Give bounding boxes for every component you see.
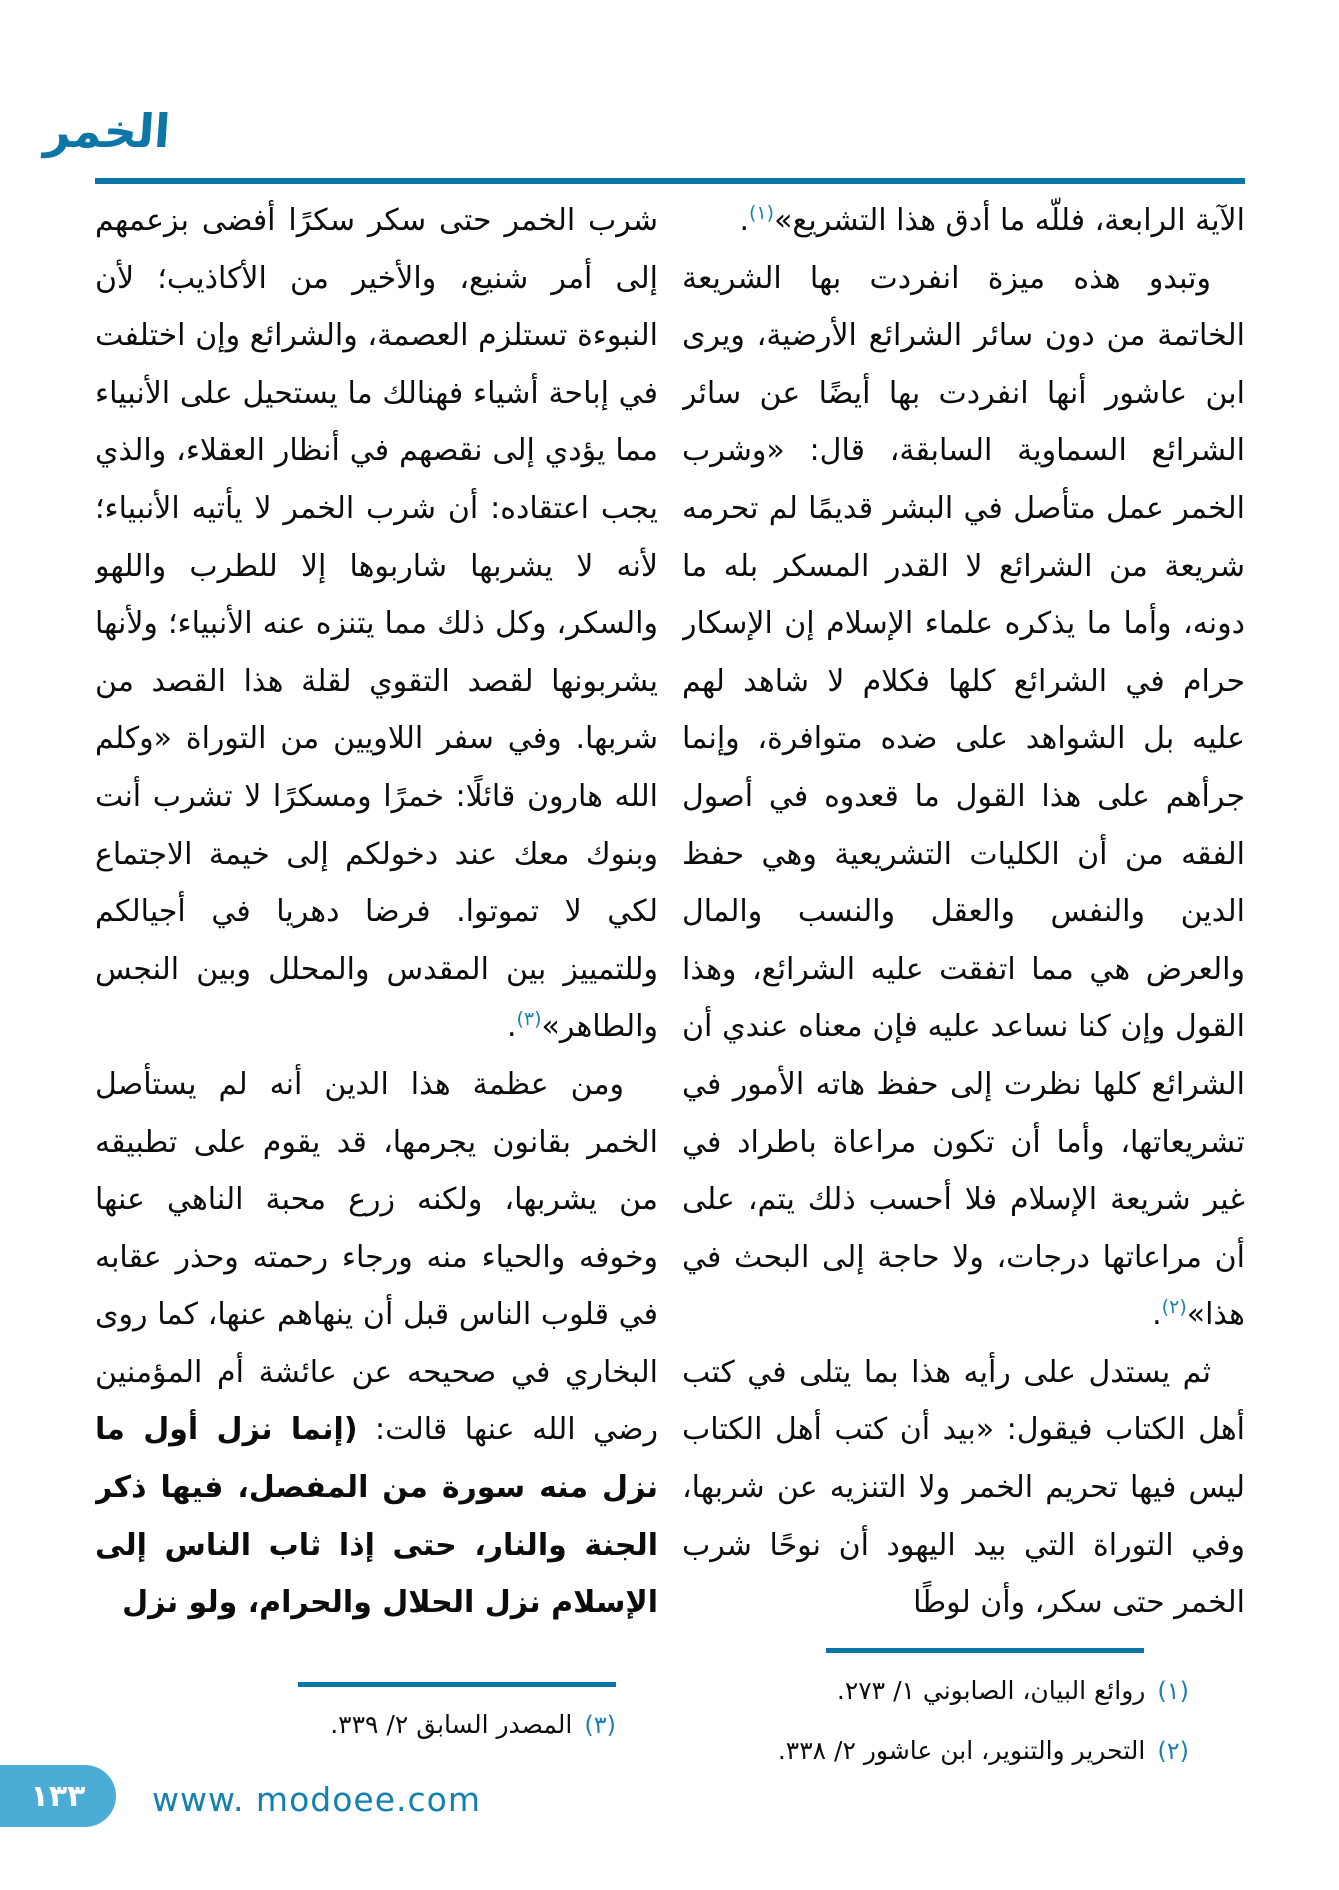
paragraph-text: الآية الرابعة، فللّه ما أدق هذا التشريع» — [774, 203, 1245, 238]
page-number-badge — [0, 1765, 116, 1827]
paragraph-text: . — [1152, 1297, 1162, 1333]
footnote-ref-3: (٣) — [516, 1008, 542, 1031]
footnote-ref-2: (٢) — [1161, 1296, 1187, 1319]
footnote-separator — [826, 1648, 1144, 1653]
paragraph-text: ثم يستدل على رأيه هذا بما يتلى في كتب أهل الكتاب فيقول: «بيد أن كتب أهل الكتاب ليس فيها تحريم الخمر ولا التنزيه عن شربها، وفي التوراة التي بيد اليهود أن نوحًا شرب الخمر حتى سكر، وأن لوطًا — [682, 1354, 1245, 1621]
paragraph-text: شرب الخمر حتى سكر سكرًا أفضى بزعمهم إلى أمر شنيع، والأخير من الأكاذيب؛ لأن النبوءة تستلزم العصمة، والشرائع وإن اختلفت في إباحة أشياء فهنالك ما يستحيل على الأنبياء مما يؤدي إلى نقصهم في أنظار العقلاء، والذي يجب اعتقاده: أن شرب الخمر لا يأتيه الأنبياء؛ لأنه لا يشربها شاربوها إلا للطرب واللهو والسكر، وكل ذلك مما يتنزه عنه الأنبياء؛ ولأنها يشربونها لقصد التقوي لقلة هذا القصد من شربها. وفي سفر اللاويين من التوراة «وكلم الله هارون قائلًا: خمرًا ومسكرًا لا تشرب أنت وبنوك معك عند دخولكم إلى خيمة الاجتماع لكي لا تموتوا. فرضا دهريا في أجيالكم وللتمييز بين المقدس والمحلل وبين النجس والطاهر» — [95, 203, 658, 1045]
footnote-separator — [298, 1682, 616, 1687]
footnote — [679, 1669, 1244, 1713]
header-rule — [95, 178, 1245, 184]
footnote — [679, 1729, 1244, 1773]
footnote — [95, 1703, 660, 1747]
paragraph — [682, 250, 1245, 1344]
paragraph — [682, 192, 1245, 250]
page-number: ١٣٣ — [30, 1778, 86, 1814]
footnote-text: المصدر السابق ٢/ ٣٣٩. — [330, 1710, 573, 1739]
paragraph-text: . — [506, 1009, 517, 1045]
text-column-right — [682, 192, 1245, 1642]
paragraph — [95, 192, 658, 1056]
paragraph — [682, 1344, 1245, 1632]
paragraph — [95, 1056, 658, 1632]
paragraph-text: وتبدو هذه ميزة انفردت بها الشريعة الخاتمة من دون سائر الشرائع الأرضية، ويرى ابن عاشور أنها انفردت بها أيضًا عن سائر الشرائع السماوية السابقة، قال: «وشرب الخمر عمل متأصل في البشر قديمًا لم تحرمه شريعة من الشرائع لا القدر المسكر بله ما دونه، وأما ما يذكره علماء الإسلام إن الإسكار حرام في الشرائع كلها فكلام لا شاهد لهم عليه بل الشواهد على ضده متوافرة، وإنما جرأهم على هذا القول ما قعدوه في أصول الفقه من أن الكليات التشريعية وهي حفظ الدين والنفس والعقل والنسب والمال والعرض هي مما اتفقت عليه الشرائع، وهذا القول وإن كنا نساعد عليه فإن معناه عندي أن الشرائع كلها نظرت إلى حفظ هاته الأمور في تشريعاتها، وأما أن تكون مراعاة باطراد في غير شريعة الإسلام فلا أحسب ذلك يتم، على أن مراعاتها درجات، ولا حاجة إلى البحث في هذا» — [682, 260, 1245, 1333]
footnote-ref-1: (١) — [749, 202, 775, 224]
paragraph-text: . — [739, 203, 749, 238]
footnote-number: (١) — [1157, 1677, 1189, 1705]
footnotes-right — [679, 1648, 1244, 1773]
footnote-number: (٣) — [584, 1711, 616, 1739]
footnote-number: (٢) — [1157, 1737, 1189, 1765]
footnotes-left — [95, 1682, 660, 1747]
text-column-left — [95, 192, 658, 1686]
book-title-logo: الخمر — [42, 104, 173, 158]
footnote-text: التحرير والتنوير، ابن عاشور ٢/ ٣٣٨. — [777, 1736, 1146, 1765]
hadith-bold-text: (إنما نزل أول ما نزل منه سورة من المفصل، فيها ذكر الجنة والنار، حتى إذا ثاب الناس إلى الإسلام نزل الحلال والحرام، ولو نزل — [95, 1412, 658, 1621]
text-columns — [95, 192, 1245, 1686]
site-url: www. modoee.com — [152, 1780, 481, 1819]
footnote-text: روائع البيان، الصابوني ١/ ٢٧٣. — [836, 1676, 1146, 1705]
paragraph-text: ومن عظمة هذا الدين أنه لم يستأصل الخمر بقانون يجرمها، قد يقوم على تطبيقه من يشربها، ولكنه زرع محبة الناهي عنها وخوفه والحياء منه ورجاء رحمته وحذر عقابه في قلوب الناس قبل أن ينهاهم عنها، كما روى البخاري في صحيحه عن عائشة أم المؤمنين رضي الله عنها قالت: — [95, 1066, 658, 1448]
